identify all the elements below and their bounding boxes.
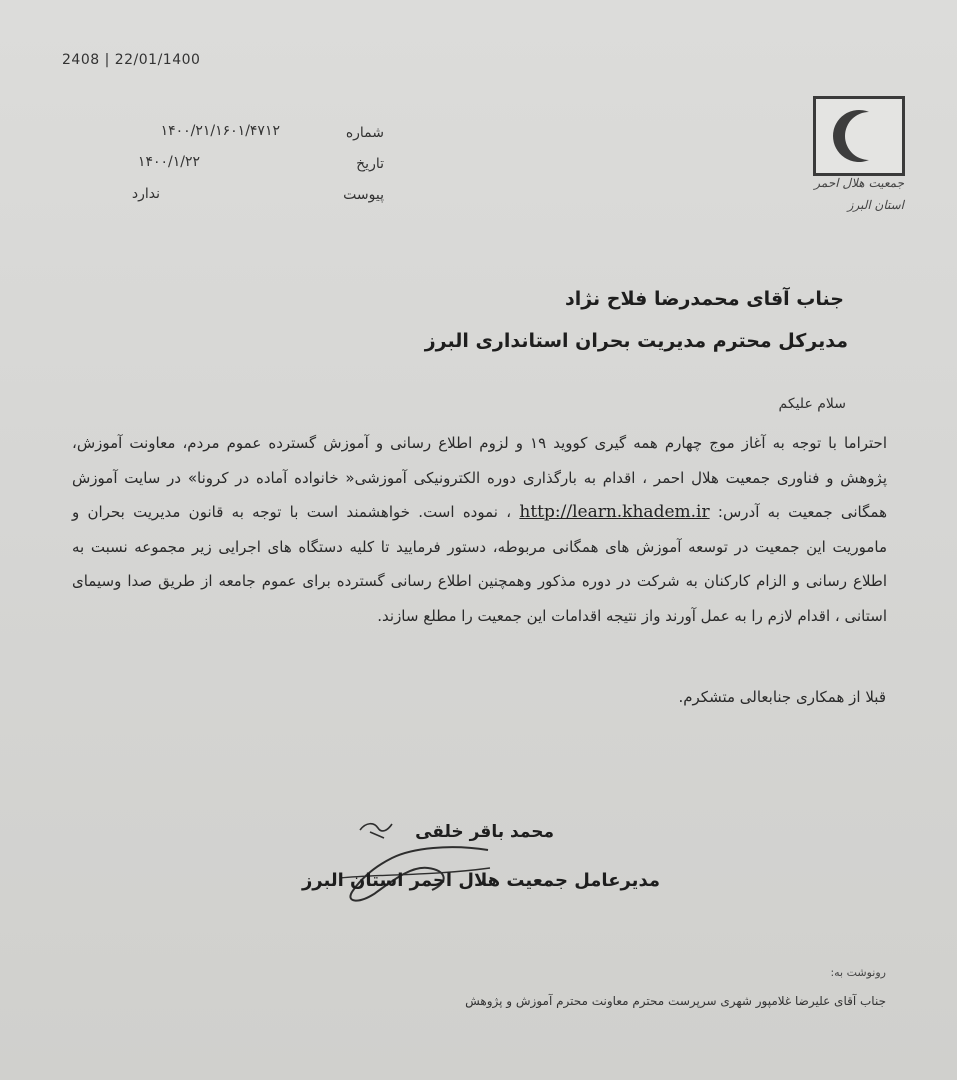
attachment-label: پیوست [343,187,384,203]
greeting: سلام علیکم [778,396,846,412]
number-label: شماره [345,125,384,141]
cc-heading: رونوشت به: [830,966,886,979]
addressee-title: مدیرکل محترم مدیریت بحران استانداری البرز [424,330,848,352]
logo-caption-org: جمعیت هلال احمر [814,176,904,190]
date-value: ۱۴۰۰/۱/۲۲ [137,154,200,170]
signatory-name: محمد باقر خلقی [415,822,554,842]
addressee-name: جناب آقای محمدرضا فلاح نژاد [564,288,844,310]
red-crescent-logo [813,96,905,176]
cc-recipient: جناب آقای علیرضا غلامپور شهری سرپرست محترم معاونت محترم آموزش و پژوهش [465,994,886,1008]
letter-body [72,426,887,634]
red-crescent-icon [816,99,902,173]
number-value: ۱۴۰۰/۲۱/۱۶۰۱/۴۷۱۲ [160,123,280,139]
logo-caption-province: استان البرز [847,198,904,212]
course-url: http://learn.khadem.ir [519,502,710,523]
attachment-value: ندارد [131,186,160,202]
date-label: تاریخ [356,156,384,172]
body-text-part2: ، نموده است. خواهشمند است با توجه به قانون مدیریت بحران و ماموریت این جمعیت در توسعه آموزش های همگانی مربوطه، دستور فرمایید تا کلیه دستگاه های اجرایی زیر مجموعه نسبت به اطلاع رسانی و الزام کارکنان به شرکت در دوره مذکور وهمچنین اطلاع رسانی گسترده برای عموم جامعه از طریق صدا وسیمای استانی ، اقدام لازم را به عمل آورند واز نتیجه اقدامات این جمعیت را مطلع سازند. [72,503,887,625]
signatory-title: مدیرعامل جمعیت هلال احمر استان البرز [301,870,660,891]
thanks-line: قبلا از همکاری جنابعالی متشکرم. [678,688,886,706]
body-text-part1: احتراما با توجه به آغاز موج چهارم همه گیری کووید ۱۹ و لزوم اطلاع رسانی و آموزش گسترده عموم مردم، معاونت آموزش، پژوهش و فناوری جمعیت هلال احمر ، اقدام به بارگذاری دوره الکترونیکی آموزشی« خانواده آماده در کرونا» در سایت آموزش همگانی جمعیت به آدرس: [72,434,887,522]
reference-number: 2408 | 22/01/1400 [62,52,201,68]
